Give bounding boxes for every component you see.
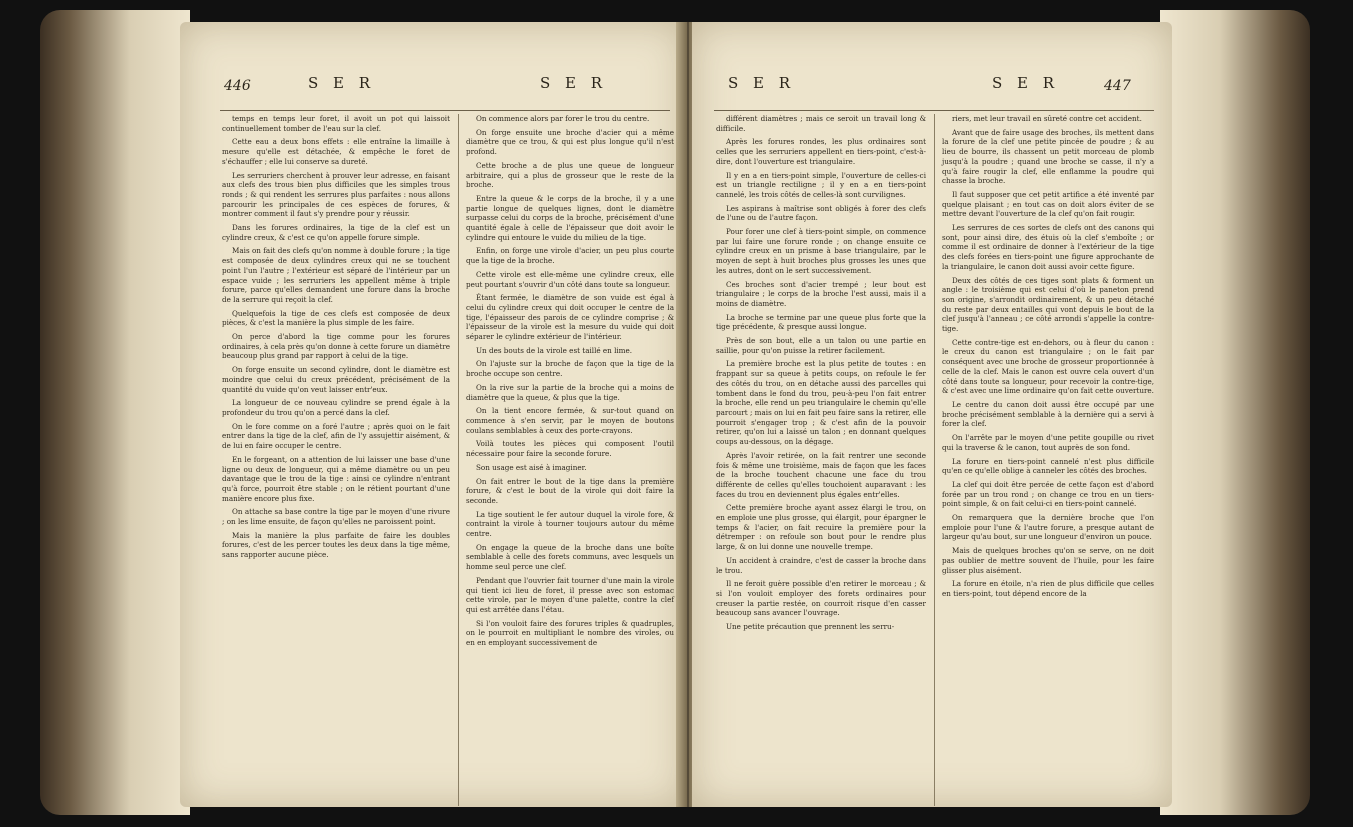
paragraph: Il faut supposer que cet petit artifice a été inventé par quelque plaisant ; en tout cas on doit alors éviter de se mettre devant l'ouverture de la clef qu'on fait rougir. (942, 189, 1154, 219)
paragraph: temps en temps leur foret, il avoit un pot qui laissoit continuellement tomber de l'eau sur la clef. (222, 114, 450, 133)
paragraph: Enfin, on forge une virole d'acier, un peu plus courte que la tige de la broche. (466, 246, 674, 266)
left-page-edges (40, 10, 190, 815)
column-divider (458, 114, 459, 806)
paragraph: On la rive sur la partie de la broche qui a moins de diamètre que la queue, & plus que la tige. (466, 382, 674, 402)
paragraph: La forure en tiers-point cannelé n'est plus difficile qu'en ce qu'elle oblige à canneler les côtés des broches. (942, 456, 1154, 476)
paragraph: On commence alors par forer le trou du centre. (476, 114, 650, 123)
paragraph: Deux des côtés de ces tiges sont plats & forment un angle : le troisième qui est celui d'où le paneton prend son origine, s'arrondit ordinairement, & un peu détaché du reste par deux entailles qui vont depuis le bout de la clef jusqu'à l'anneau ; ce côté arrondi s'appelle la contre-tige. (942, 275, 1154, 334)
paragraph: Après l'avoir retirée, on la fait rentrer une seconde fois & même une troisième, mais de façon que les faces de la broche touchent chacune une face du trou différente de celles qu'elles touchoient auparavant : les faces du trou en deviennent plus égales entr'elles. (716, 450, 926, 499)
running-head-right-a: S E R (728, 74, 796, 92)
running-head-left-a: S E R (308, 74, 376, 92)
paragraph: Voilà toutes les pièces qui composent l'outil nécessaire pour faire la seconde forure. (466, 439, 674, 459)
paragraph: Si l'on vouloit faire des forures triples & quadruples, on le pourroit en multipliant le nombre des viroles, ou en en employant successivement de (466, 618, 674, 648)
paragraph: Ces broches sont d'acier trempé ; leur bout est triangulaire ; le corps de la broche l'est aussi, mais il a moins de diamètre. (716, 279, 926, 308)
left-page (180, 22, 684, 807)
paragraph: Une petite précaution que prennent les serru- (726, 622, 895, 632)
paragraph: La longueur de ce nouveau cylindre se prend égale à la profondeur du trou qu'on a percé dans la clef. (222, 398, 450, 417)
right-page-edges (1160, 10, 1310, 815)
right-page-column-a (716, 114, 926, 636)
paragraph: Cette eau a deux bons effets : elle entraîne la limaille à mesure qu'elle est détachée, & empêche le foret de s'échauffer ; elle lui conserve sa dureté. (222, 137, 450, 166)
paragraph: La tige soutient le fer autour duquel la virole fore, & contraint la virole à tourner toujours autour du même centre. (466, 509, 674, 539)
paragraph: Son usage est aisé à imaginer. (476, 462, 587, 472)
paragraph: Un accident à craindre, c'est de casser la broche dans le trou. (716, 555, 926, 575)
paragraph: On attache sa base contre la tige par le moyen d'une rivure ; on les lime ensuite, de façon qu'elles ne paroissent point. (222, 507, 450, 527)
running-head-right-b: S E R (992, 74, 1060, 92)
paragraph: On l'arrête par le moyen d'une petite goupille ou rivet qui la traverse & le canon, tout auprès de son fond. (942, 433, 1154, 452)
right-page (692, 22, 1172, 807)
page-number-left: 446 (224, 78, 251, 94)
paragraph: Pendant que l'ouvrier fait tourner d'une main la virole qui tient ici lieu de foret, il presse avec son estomac cette virole, par le moyen d'une palette, contre la clef qui est arrêtée dans l'étau. (466, 575, 674, 614)
paragraph: En le forgeant, on a attention de lui laisser une base d'une ligne ou deux de longueur, qui a même diamètre ou un peu davantage que le trou de la tige : ainsi ce cylindre n'entrant qu'à force, pourroit être stable ; on le rétient pourtant d'une manière encore plus fixe. (222, 454, 450, 503)
paragraph: On forge ensuite un second cylindre, dont le diamètre est moindre que celui du creux précédent, précisément de la quantité du vuide qu'on veut laisser entr'eux. (222, 365, 450, 394)
left-page-column-a (222, 114, 450, 564)
paragraph: Quelquefois la tige de ces clefs est composée de deux pièces, & c'est la manière la plus simple de les faire. (222, 308, 450, 328)
paragraph: On engage la queue de la broche dans une boîte semblable à celle des forets communs, avec lesquels un homme seul perce une clef. (466, 542, 674, 572)
paragraph: Mais on fait des clefs qu'on nomme à double forure ; la tige est composée de deux cylindres creux qui ne se touchent point l'un l'autre ; l'extérieur est séparé de l'intérieur par un espace vuide ; les serruriers les appellent même à triple forure, parce qu'elles demandent une forure dans la broche de la serrure qui reçoit la clef. (222, 246, 450, 304)
paragraph: Il ne feroit guère possible d'en retirer le morceau ; & si l'on vouloit employer des forets ordinaires pour creuser la partie restée, on courroit risque d'en casser beaucoup sans avancer l'ouvrage. (716, 579, 926, 618)
paragraph: Les serruriers cherchent à prouver leur adresse, en faisant aux clefs des trous bien plus difficiles que les simples trous ronds ; & qui rendent les serrures plus parfaites : nous allons parcourir les principales de ces espèces de forures, & montrer comment il faut s'y prendre pour y réussir. (222, 170, 450, 219)
paragraph: riers, met leur travail en sûreté contre cet accident. (952, 114, 1142, 123)
header-rule (220, 110, 670, 111)
paragraph: On le fore comme on a foré l'autre ; après quoi on le fait entrer dans la tige de la clef, afin de l'y assujettir aisément, & de lui en faire occuper le centre. (222, 421, 450, 451)
paragraph: Cette contre-tige est en-dehors, ou à fleur du canon : le creux du canon est triangulaire ; on le fait par conséquent avec une broche de grosseur proportionnée à celle de la clef. Mais le canon est ouvre cela ouvert d'un côté dans toute sa longueur, pour recevoir la contre-tige, & c'est avec une lime ordinaire qu'on fait cette ouverture. (942, 337, 1154, 396)
paragraph: Mais de quelques broches qu'on se serve, on ne doit pas oublier de mettre souvent de l'huile, pour les faire glisser plus aisément. (942, 546, 1154, 575)
paragraph: Les serrures de ces sortes de clefs ont des canons qui sont, pour ainsi dire, des étuis où la clef s'emboîte ; or comme il est ordinaire de donner à l'extérieur de la tige des clefs forées en tiers-point une figure approchante de la triangulaire, le canon doit aussi avoir cette figure. (942, 223, 1154, 271)
running-head-left-b: S E R (540, 74, 608, 92)
paragraph: On la tient encore fermée, & sur-tout quand on commence à s'en servir, par le moyen de boutons coulans semblables à ceux des porte-crayons. (466, 406, 674, 435)
right-page-column-b (942, 114, 1154, 603)
paragraph: On fait entrer le bout de la tige dans la première forure, & c'est le bout de la virole qui doit faire la seconde. (466, 476, 674, 505)
paragraph: Entre la queue & le corps de la broche, il y a une partie longue de quelques lignes, dont le diamètre surpasse celui du corps de la broche, précisément d'une quantité égale à celle de l'épaisseur que doit avoir le cylindre qui entoure le vuide du milieu de la tige. (466, 193, 674, 242)
left-page-column-b (466, 114, 674, 652)
paragraph: La forure en étoile, n'a rien de plus difficile que celles en tiers-point, tout dépend encore de la (942, 579, 1154, 598)
paragraph: Étant fermée, le diamètre de son vuide est égal à celui du cylindre creux qui doit occuper le centre de la tige, l'épaisseur des parois de ce cylindre comprise ; & l'épaisseur de la virole est la mesure du vuide qui doit séparer le cylindre extérieur de l'intérieur. (466, 293, 674, 342)
paragraph: Cette broche a de plus une queue de longueur arbitraire, qui a plus de grosseur que le reste de la broche. (466, 160, 674, 190)
paragraph: Avant que de faire usage des broches, ils mettent dans la forure de la clef une petite pincée de poudre ; & au lieu de bourre, ils chassent un petit morceau de plomb jusqu'à la poudre ; quand une broche se casse, il n'y a qu'à faire rougir la clef, elle enflamme la poudre qui chasse la broche. (942, 127, 1154, 186)
page-number-right: 447 (1104, 78, 1131, 94)
header-rule (714, 110, 1154, 111)
paragraph: Les aspirans à maîtrise sont obligés à forer des clefs de l'une ou de l'autre façon. (716, 203, 926, 223)
paragraph: Il y en a en tiers-point simple, l'ouverture de celles-ci est un triangle rectiligne ; il y en a en tiers-point cannelé, les trois côtés de celles-là sont curvilignes. (716, 170, 926, 199)
paragraph: On perce d'abord la tige comme pour les forures ordinaires, à cela près qu'on donne à cette forure un diamètre beaucoup plus grand par rapport à celui de la tige. (222, 332, 450, 361)
paragraph: Un des bouts de la virole est taillé en lime. (476, 345, 633, 355)
paragraph: On remarquera que la dernière broche que l'on emploie pour l'une & l'autre forure, a presque autant de largeur qu'au bout, sur une longueur d'environ un pouce. (942, 513, 1154, 542)
paragraph: On l'ajuste sur la broche de façon que la tige de la broche occupe son centre. (466, 359, 674, 379)
paragraph: Mais la manière la plus parfaite de faire les doubles forures, c'est de les percer toutes les deux dans la tige même, sans rapporter aucune pièce. (222, 530, 450, 560)
column-divider (934, 114, 935, 806)
paragraph: Cette première broche ayant assez élargi le trou, on en emploie une plus grosse, qui élargit, pour épargner le temps & l'acier, on fait recuire la première pour la détremper : on refoule son bout pour le rendre plus large, & on lui donne une nouvelle trempe. (716, 503, 926, 552)
paragraph: différent diamètres ; mais ce seroit un travail long & difficile. (716, 114, 926, 133)
paragraph: Le centre du canon doit aussi être occupé par une broche précisément semblable à la dernière qui a servi à forer la clef. (942, 399, 1154, 429)
paragraph: Dans les forures ordinaires, la tige de la clef est un cylindre creux, & c'est ce qu'on appelle forure simple. (222, 223, 450, 242)
paragraph: Après les forures rondes, les plus ordinaires sont celles que les serruriers appellent en tiers-point, c'est-à-dire, dont l'ouverture est triangulaire. (716, 137, 926, 166)
paragraph: La clef qui doit être percée de cette façon est d'abord forée par un trou rond ; on change ce trou en un tiers-point simple, & on fait celui-ci en tiers-point cannelé. (942, 479, 1154, 509)
paragraph: Près de son bout, elle a un talon ou une partie en saillie, pour qu'on puisse la retirer facilement. (716, 336, 926, 355)
paragraph: La première broche est la plus petite de toutes : en frappant sur sa queue à petits coups, on refoule le fer des côtés du trou, on en détache aussi des parcelles qui tombent dans le fond du trou, peu-à-peu l'on fait entrer la broche, elle rend un peu triangulaire le chemin qu'elle parcourt ; mais on lui en fait peu faire sans la retirer, elle pourroit s'engager trop ; & c'est afin de la pouvoir retirer, qu'on lui a laissé un talon ; en donnant quelques coups au-dessous, on la dégage. (716, 359, 926, 447)
paragraph: Pour forer une clef à tiers-point simple, on commence par lui faire une forure ronde ; on change ensuite ce cylindre creux en un prisme à base triangulaire, par le moyen de sept à huit broches plus grosses les unes que les autres, dont on le sert successivement. (716, 227, 926, 275)
paragraph: La broche se termine par une queue plus forte que la tige précédente, & presque aussi longue. (716, 312, 926, 332)
paragraph: Cette virole est elle-même une cylindre creux, elle peut pourtant s'ouvrir d'un côté dans toute sa longueur. (466, 269, 674, 289)
paragraph: On forge ensuite une broche d'acier qui a même diamètre que ce trou, & qui est plus longue qu'il n'est profond. (466, 127, 674, 157)
